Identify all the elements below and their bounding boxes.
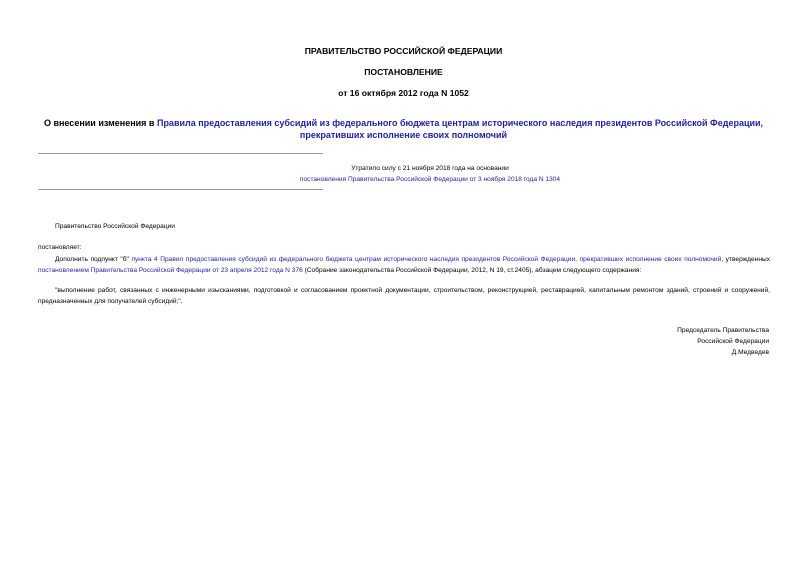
title-rules-link[interactable]: Правила предоставления субсидий из федерального бюджета центрам исторического наследия президентов Российской Федерации, прекративших исполнение своих полномочий: [156, 118, 764, 140]
issuing-authority: ПРАВИТЕЛЬСТВО РОССИЙСКОЙ ФЕДЕРАЦИИ: [304, 46, 503, 56]
government-label: Правительство Российской Федерации: [55, 223, 175, 230]
signatory-position: Председатель Правительства: [677, 327, 769, 334]
para1-text-3: (Собрание законодательства Российской Федерации, 2012, N 19, ст.2405), абзацем следующего содержания:: [302, 267, 642, 274]
signatory-name: Д.Медведев: [731, 349, 769, 356]
amendment-paragraph: [38, 254, 770, 276]
title-prefix: О внесении изменения в: [43, 118, 157, 128]
signatory-position-line2: Российской Федерации: [697, 338, 769, 345]
divider-bottom: [38, 189, 323, 190]
decree-376-link[interactable]: постановлением Правительства Российской Федерации от 23 апреля 2012 года N 376: [38, 267, 303, 274]
para1-text-2: , утвержденных: [721, 256, 771, 263]
para1-text-1: Дополнить подпункт "б": [55, 256, 132, 263]
expired-notice-line2: [180, 175, 680, 184]
decrees-label: постановляет:: [38, 244, 82, 251]
divider-top: [38, 153, 323, 154]
expired-notice: Утратило силу с 21 ноября 2018 года на основании: [351, 165, 509, 172]
repealing-decree-link[interactable]: постановления Правительства Российской Федерации от 3 ноября 2018 года N 1304: [299, 176, 561, 183]
document-date-number: от 16 октября 2012 года N 1052: [338, 88, 469, 98]
rules-clause-link[interactable]: пункта 4 Правил предоставления субсидий из федерального бюджета центрам исторического наследия президентов Российской Федерации, прекративших исполнение своих полномочий: [131, 256, 722, 263]
document-title: [30, 117, 777, 141]
document-type: ПОСТАНОВЛЕНИЕ: [364, 67, 443, 77]
inserted-paragraph: "выполнение работ, связанных с инженерными изысканиями, подготовкой и согласованием проектной документации, строительством, реконструкцией, реставрацией, капитальным ремонтом зданий, строений и сооружений, предназначенных для получателей субсидий;".: [38, 287, 770, 305]
